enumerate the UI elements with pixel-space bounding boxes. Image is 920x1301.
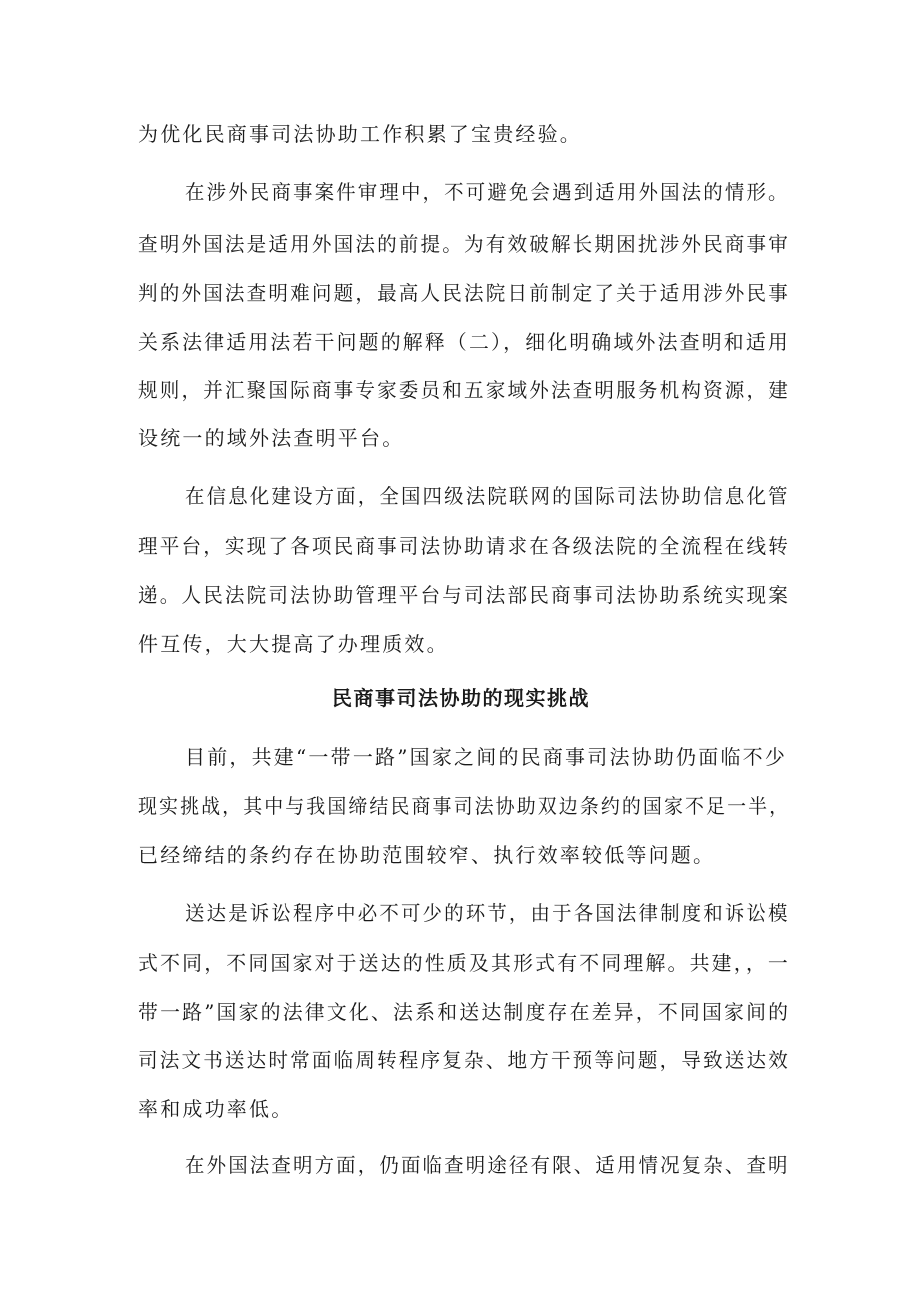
text-line: 率和成功率低。 <box>138 1097 294 1121</box>
text-line: 现实挑战，其中与我国缔结民商事司法协助双边条约的国家不足一半， <box>138 794 791 818</box>
text-line: 式不同，不同国家对于送达的性质及其形式有不同理解。共建，，一 <box>138 951 790 975</box>
text-line: 司法文书送达时常面临周转程序复杂、地方干预等问题，导致送达效 <box>138 1048 791 1072</box>
text-line: 递。人民法院司法协助管理平台与司法部民商事司法协助系统实现案 <box>138 583 791 607</box>
text-line: 在涉外民商事案件审理中，不可避免会遇到适用外国法的情形。 <box>185 180 790 204</box>
text-line: 理平台，实现了各项民商事司法协助请求在各级法院的全流程在线转 <box>138 534 791 558</box>
text-line: 判的外国法查明难问题，最高人民法院日前制定了关于适用涉外民事 <box>138 281 791 305</box>
section-heading: 民商事司法协助的现实挑战 <box>332 686 590 710</box>
text-line: 查明外国法是适用外国法的前提。为有效破解长期困扰涉外民商事审 <box>138 232 791 256</box>
text-line: 件互传，大大提高了办理质效。 <box>138 632 449 656</box>
text-line: 在信息化建设方面，全国四级法院联网的国际司法协助信息化管 <box>185 484 790 508</box>
text-line: 规则，并汇聚国际商事专家委员和五家域外法查明服务机构资源，建 <box>138 378 791 402</box>
text-line: 在外国法查明方面，仍面临查明途径有限、适用情况复杂、查明 <box>185 1153 790 1177</box>
text-line: 设统一的域外法查明平台。 <box>138 426 405 450</box>
text-line: 送达是诉讼程序中必不可少的环节，由于各国法律制度和诉讼模 <box>185 901 790 925</box>
text-line: 已经缔结的条约存在协助范围较窄、执行效率较低等问题。 <box>138 843 716 867</box>
text-line: 带一路”国家的法律文化、法系和送达制度存在差异，不同国家间的 <box>138 1000 791 1024</box>
text-line: 关系法律适用法若干问题的解释（二），细化明确域外法查明和适用 <box>138 330 790 354</box>
text-line: 为优化民商事司法协助工作积累了宝贵经验。 <box>138 122 582 146</box>
text-line: 目前，共建“一带一路”国家之间的民商事司法协助仍面临不少 <box>185 745 788 769</box>
